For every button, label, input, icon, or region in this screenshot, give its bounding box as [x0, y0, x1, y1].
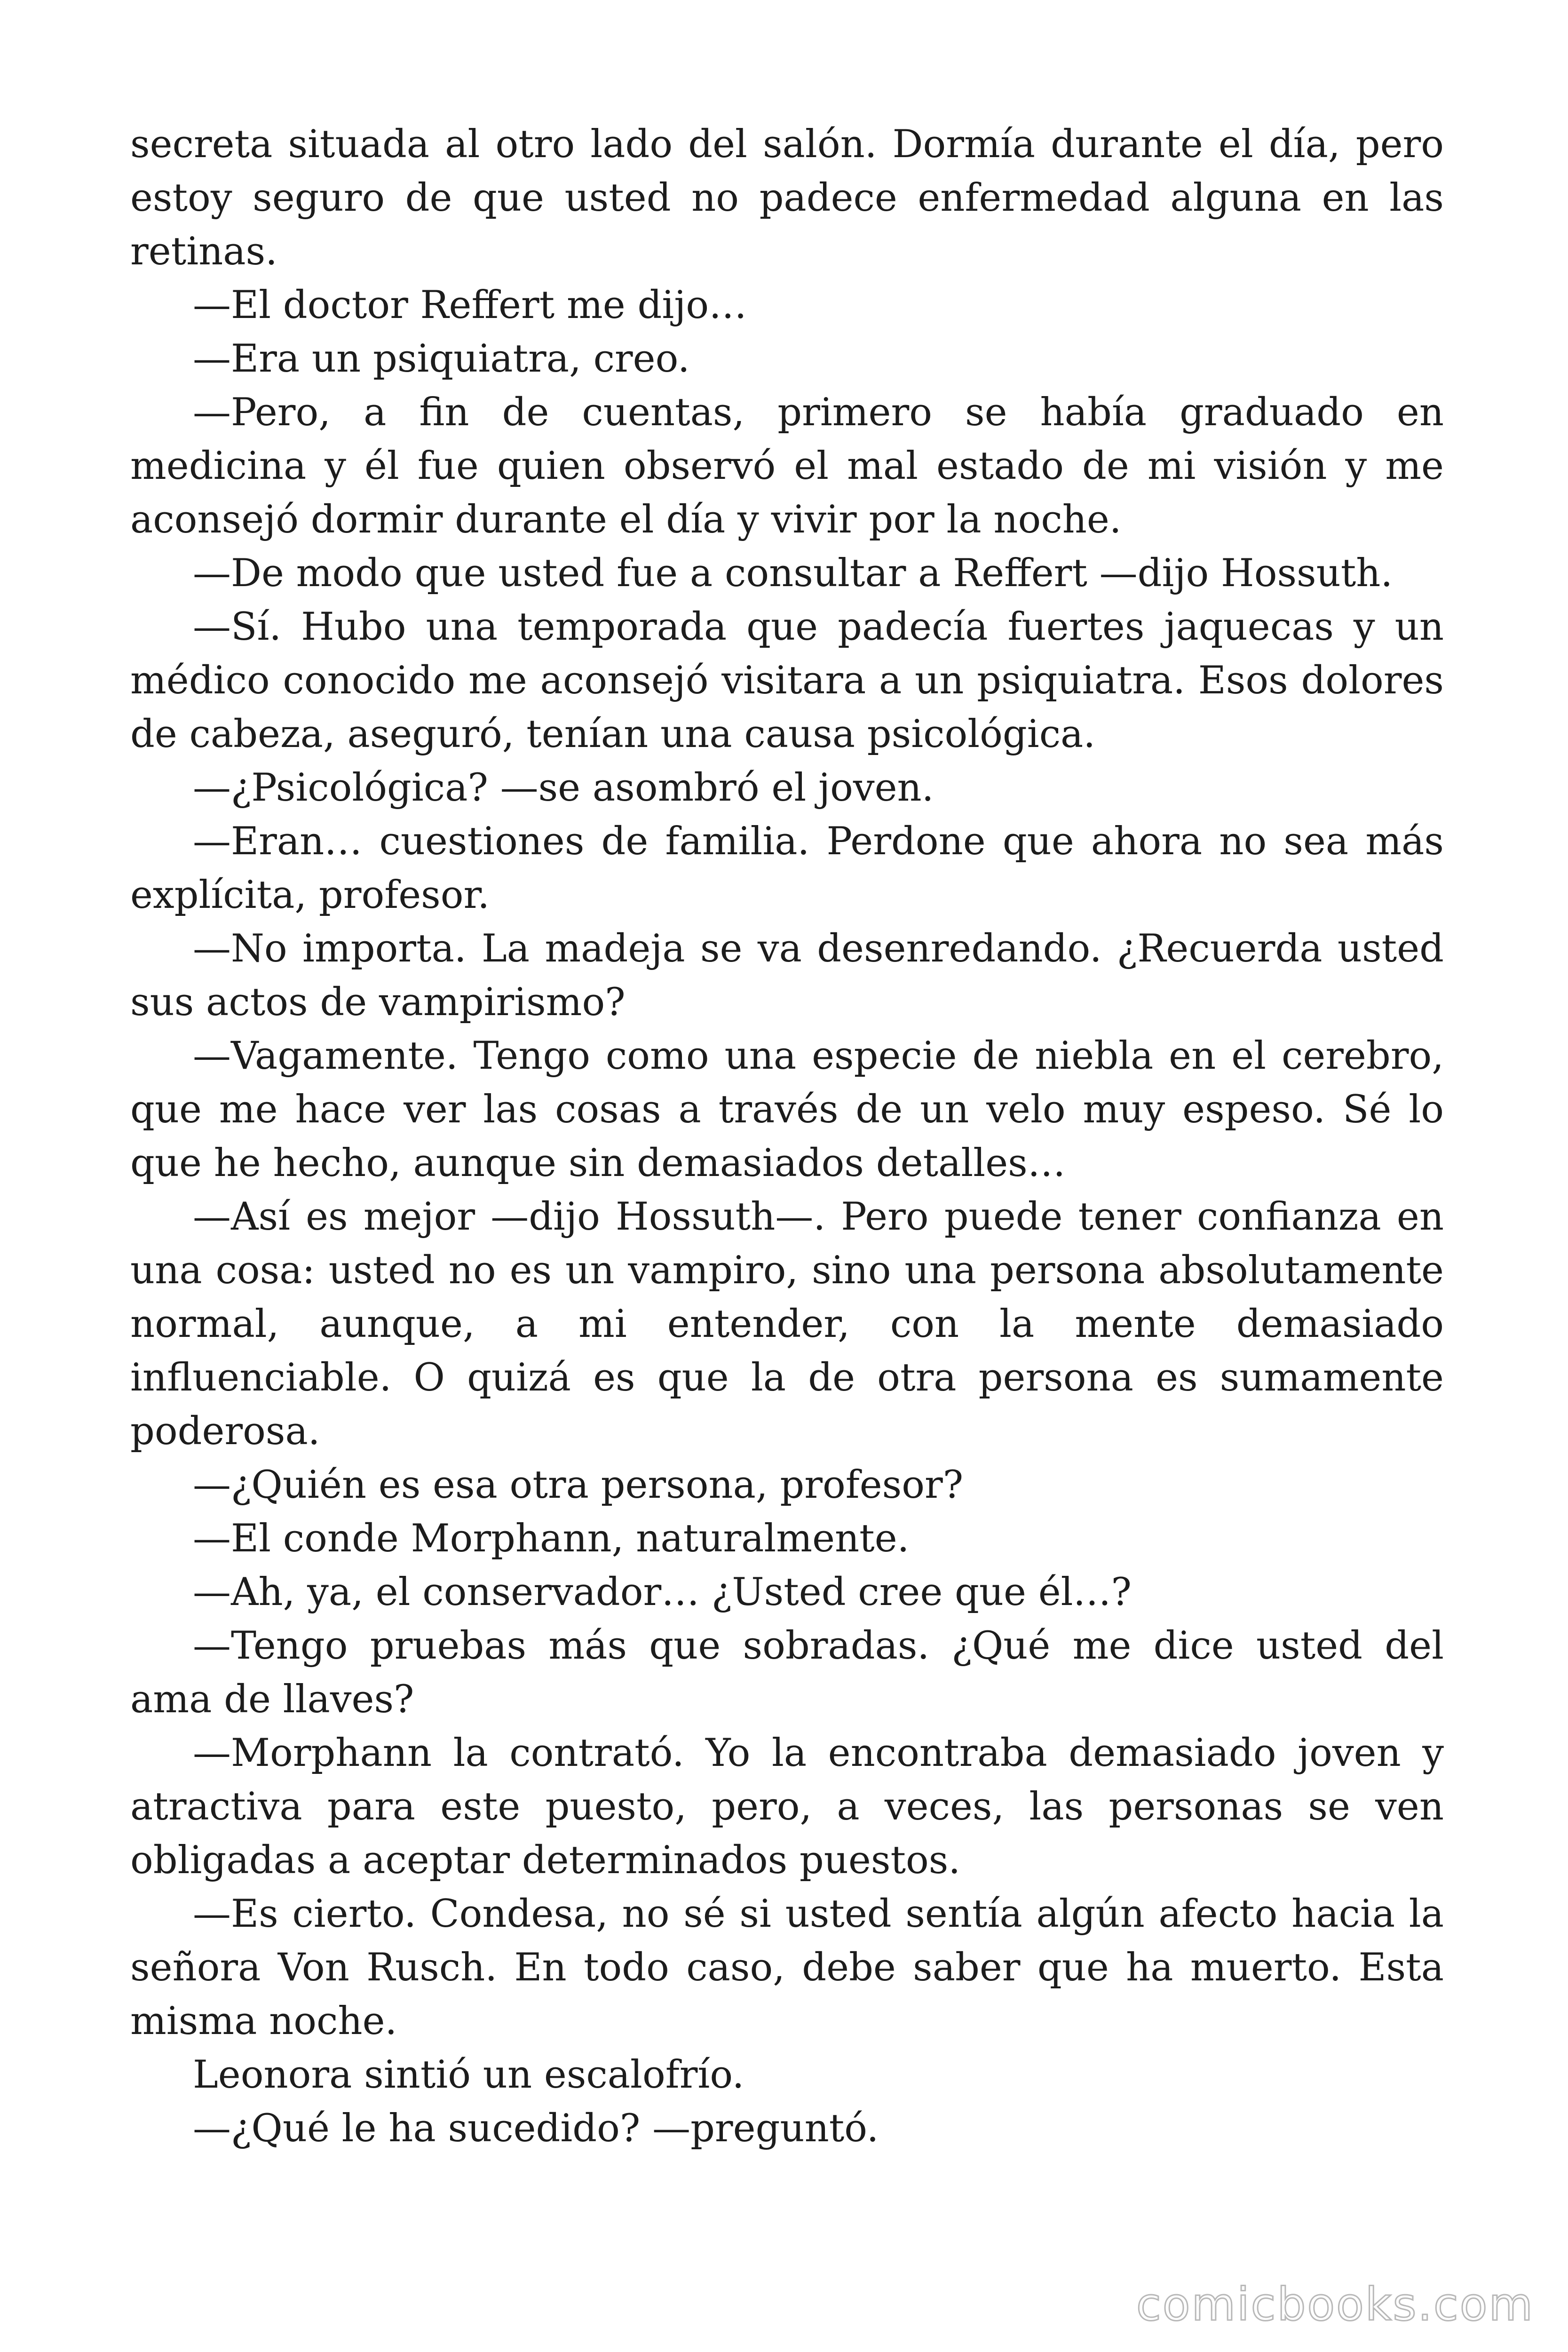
paragraph-16: —Morphann la contrató. Yo la encontraba demasiado joven y atractiva para este puesto, pero, a veces, las personas se ven obligadas a aceptar determinados puestos.: [130, 1731, 1444, 1883]
paragraph-6: —Sí. Hubo una temporada que padecía fuertes jaquecas y un médico conocido me aconsejó visitara a un psiquiatra. Esos dolores de cabeza, aseguró, tenían una causa psicológica.: [130, 605, 1444, 756]
paragraph-13: —El conde Morphann, naturalmente.: [193, 1517, 910, 1561]
paragraph-14: —Ah, ya, el conservador… ¿Usted cree que él…?: [193, 1570, 1132, 1614]
paragraph-5: —De modo que usted fue a consultar a Reffert —dijo Hossuth.: [193, 551, 1393, 596]
paragraph-2: —El doctor Reffert me dijo…: [193, 283, 747, 327]
page-body: [130, 118, 1444, 2155]
paragraph-12: —¿Quién es esa otra persona, profesor?: [193, 1463, 964, 1507]
paragraph-17: —Es cierto. Condesa, no sé si usted sentía algún afecto hacia la señora Von Rusch. En todo caso, debe saber que ha muerto. Esta misma noche.: [130, 1892, 1444, 2043]
paragraph-3: —Era un psiquiatra, creo.: [193, 337, 690, 381]
paragraph-18: Leonora sintió un escalofrío.: [193, 2053, 744, 2097]
paragraph-11: —Así es mejor —dijo Hossuth—. Pero puede tener confianza en una cosa: usted no es un vampiro, sino una persona absolutamente normal, aunque, a mi entender, con la mente demasiado influenciable. O quizá es que la de otra persona es sumamente poderosa.: [130, 1195, 1444, 1454]
watermark: comicbooks.com: [1136, 2278, 1534, 2331]
paragraph-7: —¿Psicológica? —se asombró el joven.: [193, 766, 934, 810]
paragraph-15: —Tengo pruebas más que sobradas. ¿Qué me dice usted del ama de llaves?: [130, 1624, 1444, 1722]
paragraph-8: —Eran… cuestiones de familia. Perdone que ahora no sea más explícita, profesor.: [130, 819, 1444, 917]
paragraph-19: —¿Qué le ha sucedido? —preguntó.: [193, 2106, 879, 2151]
paragraph-9: —No importa. La madeja se va desenredando. ¿Recuerda usted sus actos de vampirismo?: [130, 927, 1444, 1025]
paragraph-10: —Vagamente. Tengo como una especie de niebla en el cerebro, que me hace ver las cosas a través de un velo muy espeso. Sé lo que he hecho, aunque sin demasiados detalles…: [130, 1034, 1444, 1185]
paragraph-4: —Pero, a fin de cuentas, primero se había graduado en medicina y él fue quien observó el mal estado de mi visión y me aconsejó dormir durante el día y vivir por la noche.: [130, 390, 1444, 542]
paragraph-1: secreta situada al otro lado del salón. Dormía durante el día, pero estoy seguro de que usted no padece enfermedad alguna en las retinas.: [130, 122, 1444, 274]
